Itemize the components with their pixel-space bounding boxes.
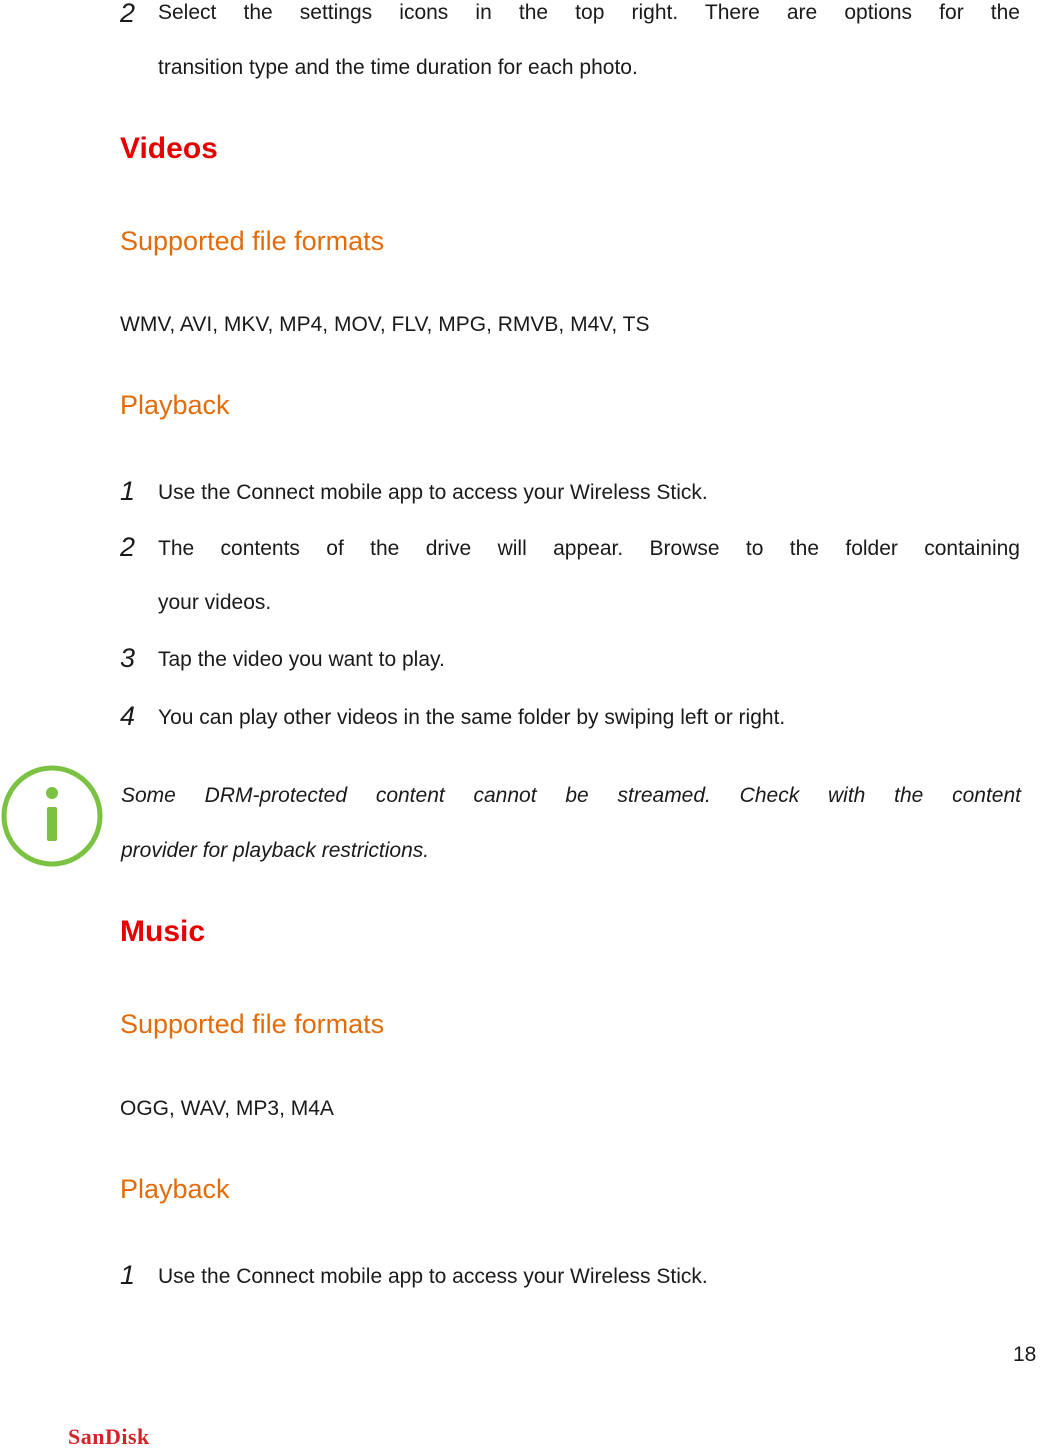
note-text-line2: provider for playback restrictions. <box>121 839 430 862</box>
step-number: 1 <box>120 476 136 506</box>
subheading-video-formats: Supported file formats <box>120 226 385 256</box>
step-text-line1: The contents of the drive will appear. Browse to the folder containing <box>158 537 1020 560</box>
step-text: Use the Connect mobile app to access your Wireless Stick. <box>158 481 708 504</box>
step-text: Use the Connect mobile app to access your Wireless Stick. <box>158 1265 708 1288</box>
section-heading-videos: Videos <box>120 132 218 165</box>
note-text-line1: Some DRM-protected content cannot be streamed. Check with the content <box>121 784 1021 807</box>
step-number: 4 <box>120 701 136 731</box>
page-number: 18 <box>1013 1343 1037 1366</box>
info-icon <box>0 763 106 869</box>
subheading-video-playback: Playback <box>120 390 230 420</box>
step-text-line2: transition type and the time duration for each photo. <box>158 56 638 79</box>
step-text: Tap the video you want to play. <box>158 648 445 671</box>
video-formats-list: WMV, AVI, MKV, MP4, MOV, FLV, MPG, RMVB, M4V, TS <box>120 313 650 336</box>
step-text-line1: Select the settings icons in the top right. There are options for the <box>158 1 1020 24</box>
step-text: You can play other videos in the same folder by swiping left or right. <box>158 706 786 729</box>
section-heading-music: Music <box>120 915 206 948</box>
subheading-music-formats: Supported file formats <box>120 1009 385 1039</box>
sandisk-logo: SanDisk <box>68 1424 150 1449</box>
step-text-line2: your videos. <box>158 591 272 614</box>
subheading-music-playback: Playback <box>120 1174 230 1204</box>
music-formats-list: OGG, WAV, MP3, M4A <box>120 1097 334 1120</box>
step-number: 2 <box>120 532 136 562</box>
step-number: 2 <box>120 0 136 28</box>
step-number: 1 <box>120 1260 136 1290</box>
step-number: 3 <box>120 643 136 673</box>
